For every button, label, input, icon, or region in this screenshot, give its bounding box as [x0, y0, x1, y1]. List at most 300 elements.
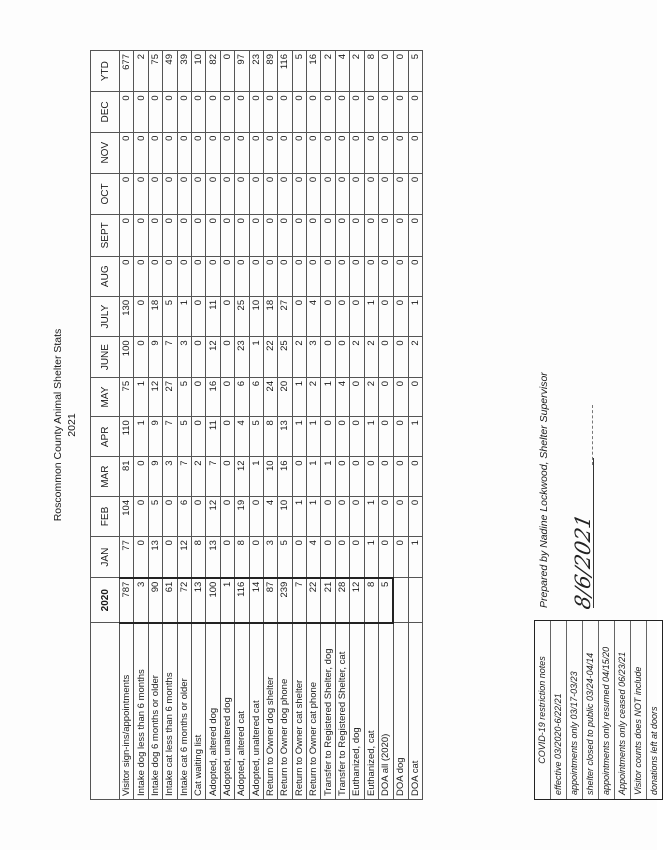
notes-line: shelter closed to public 03/24-04/14 [583, 621, 599, 799]
row-label: Intake cat 6 months or older [177, 623, 191, 800]
table-cell: 0 [408, 215, 422, 257]
table-cell: 9 [148, 417, 162, 457]
table-cell: 0 [220, 377, 234, 416]
table-cell: 0 [393, 457, 408, 496]
table-cell: 13 [191, 578, 205, 623]
table-cell: 1 [249, 337, 263, 378]
table-row [177, 51, 191, 800]
row-label: Return to Owner dog phone [278, 623, 292, 800]
table-row [307, 51, 321, 800]
table-row [263, 51, 277, 800]
table-cell: 0 [134, 215, 148, 257]
table-cell: 0 [292, 215, 306, 257]
table-cell: 2 [364, 337, 378, 378]
table-cell: 0 [321, 496, 335, 536]
table-cell: 12 [235, 457, 249, 496]
table-cell: 18 [148, 296, 162, 336]
table-cell: 18 [263, 296, 277, 336]
table-cell: 0 [393, 337, 408, 378]
table-cell: 5 [379, 578, 394, 623]
table-cell: 1 [307, 457, 321, 496]
table-cell: 1 [364, 496, 378, 536]
table-cell: 0 [148, 173, 162, 214]
table-cell: 10 [278, 496, 292, 536]
table-cell: 0 [350, 132, 364, 173]
row-label: Cat waiting list [191, 623, 205, 800]
table-cell: 1 [321, 377, 335, 416]
column-header: JULY [91, 296, 120, 336]
table-cell: 0 [350, 537, 364, 578]
table-cell: 2 [292, 337, 306, 378]
table-cell: 16 [278, 457, 292, 496]
table-cell: 1 [307, 496, 321, 536]
table-cell: 100 [206, 578, 220, 623]
table-cell: 0 [249, 537, 263, 578]
table-cell: 0 [292, 256, 306, 296]
row-label: Euthanized, cat [364, 623, 378, 800]
table-cell: 0 [148, 215, 162, 257]
table-cell: 21 [321, 578, 335, 623]
table-cell: 5 [177, 417, 191, 457]
table-cell: 100 [120, 337, 134, 378]
table-cell: 0 [220, 417, 234, 457]
table-cell [408, 578, 422, 623]
signature-date-text: 8/6/2021 [571, 512, 596, 612]
table-cell: 0 [163, 537, 177, 578]
table-cell: 0 [220, 457, 234, 496]
table-cell: 0 [134, 92, 148, 132]
report-title: Roscommon County Animal Shelter Stats [52, 328, 64, 522]
table-cell: 0 [350, 215, 364, 257]
stats-table [90, 50, 423, 800]
table-cell: 0 [220, 215, 234, 257]
table-cell: 0 [249, 173, 263, 214]
table-cell: 0 [350, 256, 364, 296]
column-header: OCT [91, 173, 120, 214]
table-cell: 4 [335, 51, 349, 92]
table-cell: 0 [163, 496, 177, 536]
table-cell: 0 [220, 496, 234, 536]
table-row [148, 51, 162, 800]
notes-line: appointments only resumed 04/15/20 [599, 621, 615, 799]
table-cell: 0 [235, 256, 249, 296]
table-cell: 1 [408, 417, 422, 457]
table-cell: 0 [206, 215, 220, 257]
row-label: Transfer to Registered Shelter, cat [335, 623, 349, 800]
table-cell: 0 [220, 537, 234, 578]
table-cell: 4 [335, 377, 349, 416]
table-cell: 75 [120, 377, 134, 416]
table-cell: 0 [120, 256, 134, 296]
table-cell: 0 [120, 92, 134, 132]
table-cell: 130 [120, 296, 134, 336]
table-cell: 22 [263, 337, 277, 378]
column-header: JUNE [91, 337, 120, 378]
row-label: Return to Owner dog shelter [263, 623, 277, 800]
table-cell: 0 [177, 256, 191, 296]
table-cell: 8 [191, 537, 205, 578]
column-header: MAY [91, 377, 120, 416]
row-label: Adopted, unaltered dog [220, 623, 234, 800]
table-cell: 0 [408, 92, 422, 132]
table-cell: 0 [335, 256, 349, 296]
table-cell: 0 [191, 377, 205, 416]
table-cell: 61 [163, 578, 177, 623]
table-cell: 0 [393, 173, 408, 214]
table-cell: 0 [220, 92, 234, 132]
table-cell: 0 [278, 132, 292, 173]
table-cell: 0 [220, 51, 234, 92]
table-cell: 0 [263, 173, 277, 214]
table-row [364, 51, 378, 800]
table-cell: 0 [191, 215, 205, 257]
table-cell: 0 [335, 132, 349, 173]
table-cell: 0 [278, 215, 292, 257]
table-cell: 2 [307, 377, 321, 416]
notes-line: donations left at doors [649, 706, 659, 795]
table-cell: 89 [263, 51, 277, 92]
table-cell: 0 [393, 296, 408, 336]
table-cell: 0 [321, 132, 335, 173]
table-cell: 116 [278, 51, 292, 92]
table-cell: 0 [278, 173, 292, 214]
table-cell: 1 [134, 377, 148, 416]
row-label: DOA cat [408, 623, 422, 800]
table-cell: 13 [278, 417, 292, 457]
table-cell: 87 [263, 578, 277, 623]
table-cell: 3 [177, 337, 191, 378]
table-cell: 0 [220, 256, 234, 296]
row-label: Intake dog 6 months or older [148, 623, 162, 800]
table-cell: 2 [191, 457, 205, 496]
table-cell: 0 [177, 92, 191, 132]
row-label: Adopted, altered dog [206, 623, 220, 800]
table-cell: 0 [379, 132, 394, 173]
table-row [321, 51, 335, 800]
table-cell: 28 [335, 578, 349, 623]
table-cell: 12 [350, 578, 364, 623]
table-cell: 0 [350, 92, 364, 132]
table-cell: 5 [278, 537, 292, 578]
row-label: Visitor sign-ins/appointments [120, 623, 134, 800]
table-cell: 0 [220, 337, 234, 378]
table-cell: 0 [408, 256, 422, 296]
table-cell: 0 [292, 457, 306, 496]
notes-line: Appointments only ceased 06/23/21 [615, 621, 631, 799]
table-cell: 0 [249, 215, 263, 257]
table-cell: 0 [163, 256, 177, 296]
table-cell: 11 [206, 296, 220, 336]
table-cell: 1 [364, 537, 378, 578]
table-cell: 10 [191, 51, 205, 92]
table-cell: 0 [307, 256, 321, 296]
table-cell: 0 [148, 132, 162, 173]
table-cell: 0 [191, 296, 205, 336]
table-cell: 16 [206, 377, 220, 416]
table-cell: 0 [379, 256, 394, 296]
table-cell: 12 [177, 537, 191, 578]
table-cell: 7 [177, 457, 191, 496]
table-cell: 0 [379, 173, 394, 214]
table-cell: 0 [220, 132, 234, 173]
table-cell: 6 [177, 496, 191, 536]
table-cell: 7 [292, 578, 306, 623]
table-cell: 0 [120, 132, 134, 173]
table-cell: 2 [350, 337, 364, 378]
table-cell: 1 [364, 417, 378, 457]
table-cell: 0 [335, 337, 349, 378]
table-cell: 0 [292, 132, 306, 173]
table-cell: 0 [206, 173, 220, 214]
table-cell: 0 [292, 173, 306, 214]
notes-line: appointments only 03/17-03/23 [567, 621, 583, 799]
table-cell: 0 [278, 256, 292, 296]
table-cell: 0 [408, 377, 422, 416]
table-cell: 0 [191, 337, 205, 378]
table-cell: 0 [191, 417, 205, 457]
table-cell: 0 [379, 457, 394, 496]
rotated-sheet [50, 50, 659, 800]
table-cell: 0 [379, 417, 394, 457]
table-cell: 4 [263, 496, 277, 536]
table-cell: 9 [148, 457, 162, 496]
table-cell: 0 [364, 457, 378, 496]
table-cell: 0 [120, 173, 134, 214]
table-cell: 3 [163, 457, 177, 496]
column-header: FEB [91, 496, 120, 536]
table-cell: 0 [379, 537, 394, 578]
table-cell: 0 [408, 132, 422, 173]
table-cell: 0 [163, 215, 177, 257]
table-cell: 12 [148, 377, 162, 416]
table-cell: 27 [278, 296, 292, 336]
table-cell: 0 [263, 132, 277, 173]
table-cell: 1 [220, 578, 234, 623]
table-cell: 787 [120, 578, 134, 623]
notes-heading: COVID-19 restriction notes [535, 621, 551, 799]
table-row [379, 51, 394, 800]
row-label: Intake dog less than 6 months [134, 623, 148, 800]
table-cell: 1 [292, 496, 306, 536]
table-cell: 0 [134, 256, 148, 296]
table-cell: 9 [148, 337, 162, 378]
table-cell: 0 [307, 92, 321, 132]
table-cell: 10 [263, 457, 277, 496]
table-cell: 0 [235, 173, 249, 214]
table-cell: 0 [364, 132, 378, 173]
table-cell: 0 [393, 92, 408, 132]
table-cell: 0 [393, 496, 408, 536]
table-cell: 97 [235, 51, 249, 92]
table-cell: 0 [364, 215, 378, 257]
table-cell: 0 [321, 296, 335, 336]
table-cell: 82 [206, 51, 220, 92]
table-cell: 0 [321, 215, 335, 257]
table-cell: 1 [307, 417, 321, 457]
row-label: Transfer to Registered Shelter, dog [321, 623, 335, 800]
table-cell: 0 [177, 132, 191, 173]
table-cell: 2 [350, 51, 364, 92]
table-cell: 0 [163, 132, 177, 173]
table-cell: 0 [177, 173, 191, 214]
table-cell: 110 [120, 417, 134, 457]
table-cell: 2 [321, 51, 335, 92]
table-cell: 7 [163, 337, 177, 378]
row-label: Return to Owner cat shelter [292, 623, 306, 800]
table-cell: 239 [278, 578, 292, 623]
table-cell: 0 [220, 296, 234, 336]
table-cell [393, 578, 408, 623]
table-cell: 12 [206, 496, 220, 536]
table-cell: 0 [335, 296, 349, 336]
table-cell: 0 [350, 296, 364, 336]
table-cell: 0 [134, 457, 148, 496]
column-header: AUG [91, 256, 120, 296]
table-cell: 0 [379, 296, 394, 336]
table-row [408, 51, 422, 800]
table-cell: 0 [134, 296, 148, 336]
table-cell: 4 [307, 296, 321, 336]
notes-line: Visitor counts does NOT include [631, 621, 647, 799]
table-row [249, 51, 263, 800]
table-cell: 23 [235, 337, 249, 378]
table-cell: 1 [321, 457, 335, 496]
table-row [163, 51, 177, 800]
table-cell: 0 [408, 173, 422, 214]
table-cell: 0 [350, 417, 364, 457]
table-cell: 0 [134, 173, 148, 214]
table-cell: 7 [163, 417, 177, 457]
table-cell: 0 [148, 92, 162, 132]
header-corner [91, 623, 120, 800]
table-cell: 0 [163, 92, 177, 132]
table-cell: 0 [364, 92, 378, 132]
table-cell: 0 [364, 256, 378, 296]
table-row [292, 51, 306, 800]
table-cell: 0 [350, 173, 364, 214]
table-cell: 1 [408, 296, 422, 336]
table-cell: 0 [335, 92, 349, 132]
table-cell: 0 [249, 256, 263, 296]
table-cell: 8 [235, 537, 249, 578]
table-cell: 0 [134, 496, 148, 536]
signature-date [570, 368, 596, 612]
table-cell: 104 [120, 496, 134, 536]
row-label: Return to Owner cat phone [307, 623, 321, 800]
table-cell: 0 [393, 132, 408, 173]
table-cell: 27 [163, 377, 177, 416]
report-year: 2021 [66, 413, 78, 437]
table-cell: 0 [408, 457, 422, 496]
table-cell: 4 [235, 417, 249, 457]
table-cell: 14 [249, 578, 263, 623]
table-cell: 39 [177, 51, 191, 92]
table-cell: 0 [249, 496, 263, 536]
table-cell: 0 [134, 537, 148, 578]
table-cell: 0 [191, 256, 205, 296]
table-cell: 0 [321, 417, 335, 457]
table-cell: 0 [364, 173, 378, 214]
table-cell: 0 [220, 173, 234, 214]
table-cell: 0 [379, 337, 394, 378]
table-cell: 0 [278, 92, 292, 132]
table-row [335, 51, 349, 800]
table-cell: 1 [134, 417, 148, 457]
table-cell: 0 [379, 377, 394, 416]
table-cell: 0 [321, 337, 335, 378]
row-label: Adopted, altered cat [235, 623, 249, 800]
table-cell: 1 [364, 296, 378, 336]
table-row [393, 51, 408, 800]
table-cell: 0 [393, 256, 408, 296]
table-cell: 0 [191, 173, 205, 214]
table-cell: 13 [206, 537, 220, 578]
table-cell: 0 [163, 173, 177, 214]
table-cell: 11 [206, 417, 220, 457]
table-cell: 0 [335, 417, 349, 457]
table-row [220, 51, 234, 800]
table-cell: 0 [335, 496, 349, 536]
table-cell: 0 [206, 132, 220, 173]
table-cell: 0 [335, 457, 349, 496]
table-cell: 0 [177, 215, 191, 257]
table-cell: 24 [263, 377, 277, 416]
table-cell: 5 [177, 377, 191, 416]
table-cell: 0 [321, 173, 335, 214]
table-cell: 0 [134, 132, 148, 173]
table-cell: 0 [379, 92, 394, 132]
header-row [91, 51, 120, 800]
column-header: APR [91, 417, 120, 457]
row-label: Euthanized, dog [350, 623, 364, 800]
table-row [206, 51, 220, 800]
covid-notes-box [534, 620, 663, 800]
table-cell: 0 [134, 337, 148, 378]
table-cell: 49 [163, 51, 177, 92]
table-cell: 0 [292, 92, 306, 132]
table-cell: 0 [307, 215, 321, 257]
table-cell: 22 [307, 578, 321, 623]
table-cell: 10 [249, 296, 263, 336]
signature-line [593, 458, 594, 608]
table-cell: 0 [263, 215, 277, 257]
table-cell: 0 [350, 496, 364, 536]
column-header: JAN [91, 537, 120, 578]
table-cell: 81 [120, 457, 134, 496]
table-cell: 0 [379, 215, 394, 257]
table-cell: 0 [335, 537, 349, 578]
table-cell: 90 [148, 578, 162, 623]
table-cell: 25 [278, 337, 292, 378]
table-cell: 677 [120, 51, 134, 92]
table-cell: 0 [393, 537, 408, 578]
table-cell: 3 [134, 578, 148, 623]
table-cell: 12 [206, 337, 220, 378]
table-cell: 2 [408, 337, 422, 378]
table-cell: 0 [249, 92, 263, 132]
table-cell: 75 [148, 51, 162, 92]
table-cell: 7 [206, 457, 220, 496]
table-cell: 16 [307, 51, 321, 92]
table-cell: 0 [206, 92, 220, 132]
column-header: DEC [91, 92, 120, 132]
table-cell: 2 [364, 377, 378, 416]
table-row [235, 51, 249, 800]
table-cell: 0 [191, 132, 205, 173]
table-cell: 0 [335, 173, 349, 214]
table-cell: 0 [263, 92, 277, 132]
stats-body [120, 51, 423, 800]
